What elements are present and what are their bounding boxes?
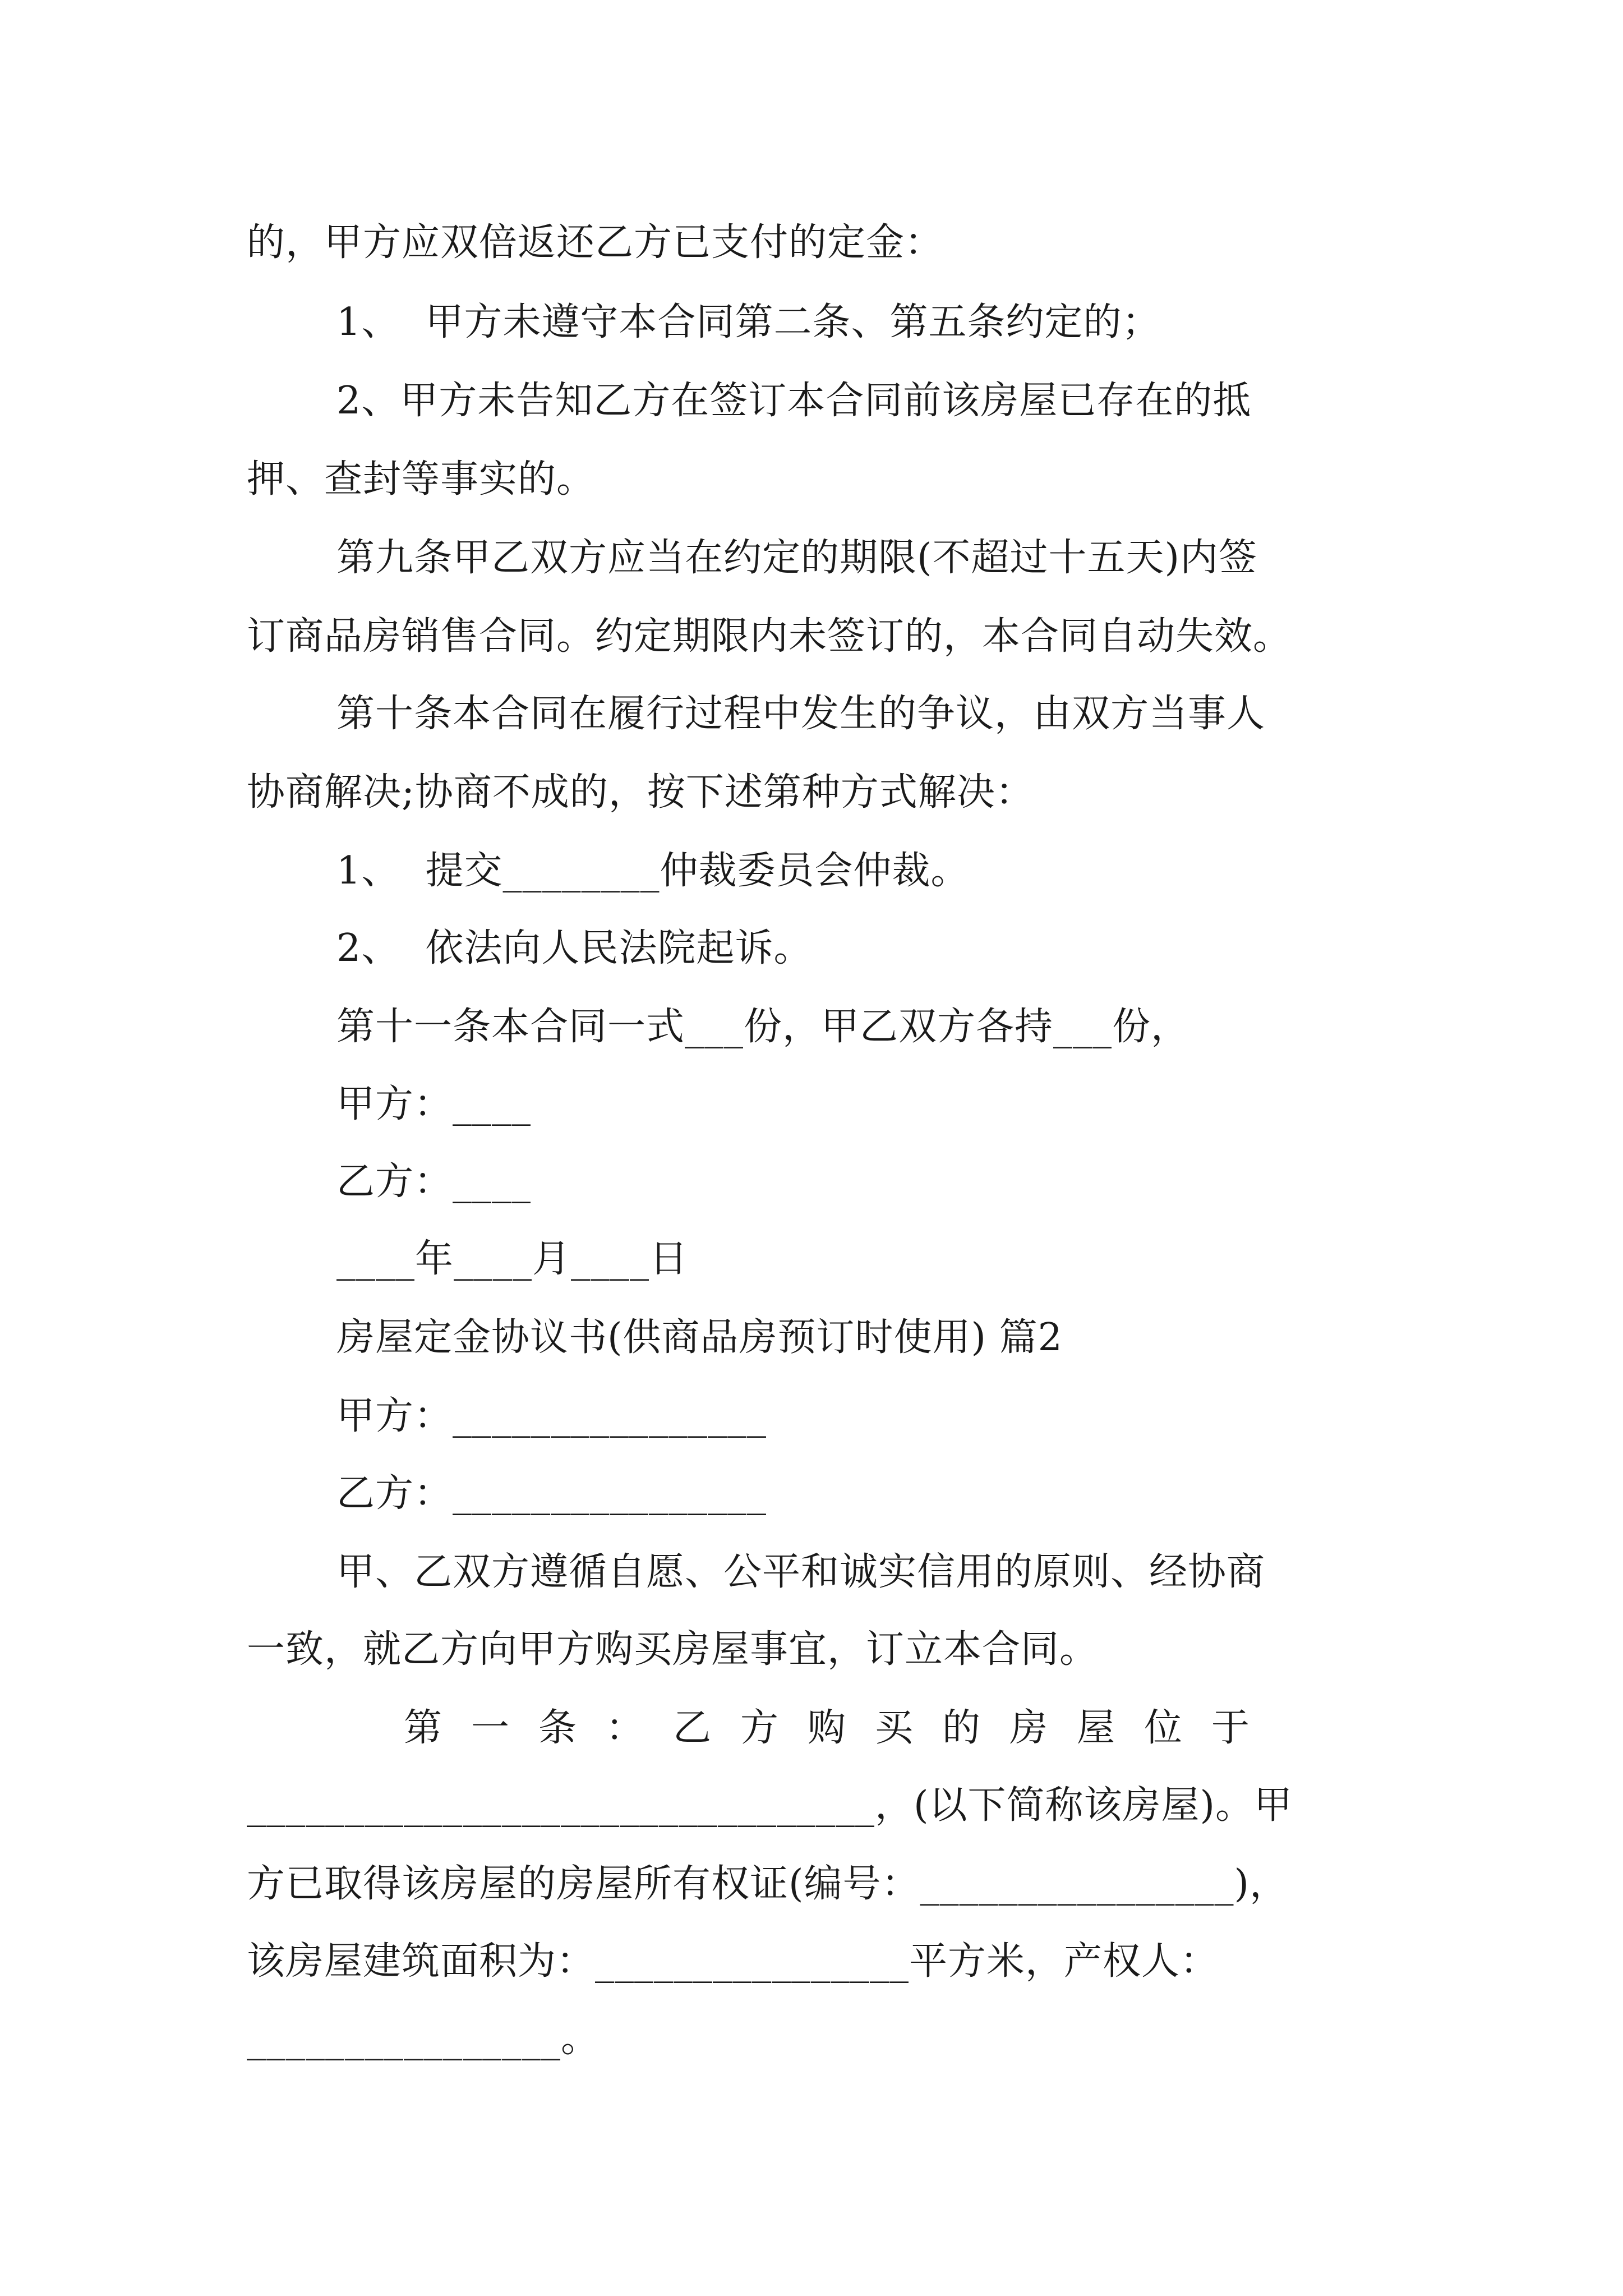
clause-10: 第十条本合同在履行过程中发生的争议，由双方当事人 <box>336 692 1266 736</box>
text-line: ________________________________，(以下简称该房屋)。甲 <box>247 1783 1293 1828</box>
list-item: 1、 甲方未遵守本合同第二条、第五条约定的； <box>336 300 1161 344</box>
party-a-field: 甲方：________________ <box>336 1394 767 1438</box>
text-line: 协商解决;协商不成的，按下述第种方式解决： <box>247 770 1034 815</box>
text-line: 的，甲方应双倍返还乙方已支付的定金： <box>247 220 944 265</box>
text-line: 押、查封等事实的。 <box>247 457 596 501</box>
party-a-signature: 甲方：____ <box>336 1082 532 1126</box>
section-title: 房屋定金协议书(供商品房预订时使用) 篇2 <box>336 1315 1063 1360</box>
clause-11: 第十一条本合同一式___份，甲乙双方各持___份， <box>336 1005 1190 1049</box>
clause-1: 第一条：乙方购买的房屋位于 <box>404 1706 1279 1750</box>
date-line: ____年____月____日 <box>336 1237 689 1281</box>
list-item: 2、甲方未告知乙方在签订本合同前该房屋已存在的抵 <box>336 379 1252 423</box>
text-line: 订商品房销售合同。约定期限内未签订的，本合同自动失效。 <box>247 614 1292 659</box>
list-item: 1、 提交________仲裁委员会仲裁。 <box>336 849 970 893</box>
text-line: 该房屋建筑面积为：________________平方米，产权人： <box>247 1939 1219 1984</box>
preamble: 甲、乙双方遵循自愿、公平和诚实信用的原则、经协商 <box>336 1550 1266 1594</box>
list-item: 2、 依法向人民法院起诉。 <box>336 926 813 970</box>
party-b-signature: 乙方：____ <box>336 1159 532 1204</box>
text-line: ________________。 <box>247 2017 600 2061</box>
text-line: 方已取得该房屋的房屋所有权证(编号：________________)， <box>247 1862 1289 1906</box>
clause-9: 第九条甲乙双方应当在约定的期限(不超过十五天)内签 <box>336 536 1258 580</box>
party-b-field: 乙方：________________ <box>336 1471 767 1516</box>
text-line: 一致，就乙方向甲方购买房屋事宜，订立本合同。 <box>247 1627 1099 1672</box>
